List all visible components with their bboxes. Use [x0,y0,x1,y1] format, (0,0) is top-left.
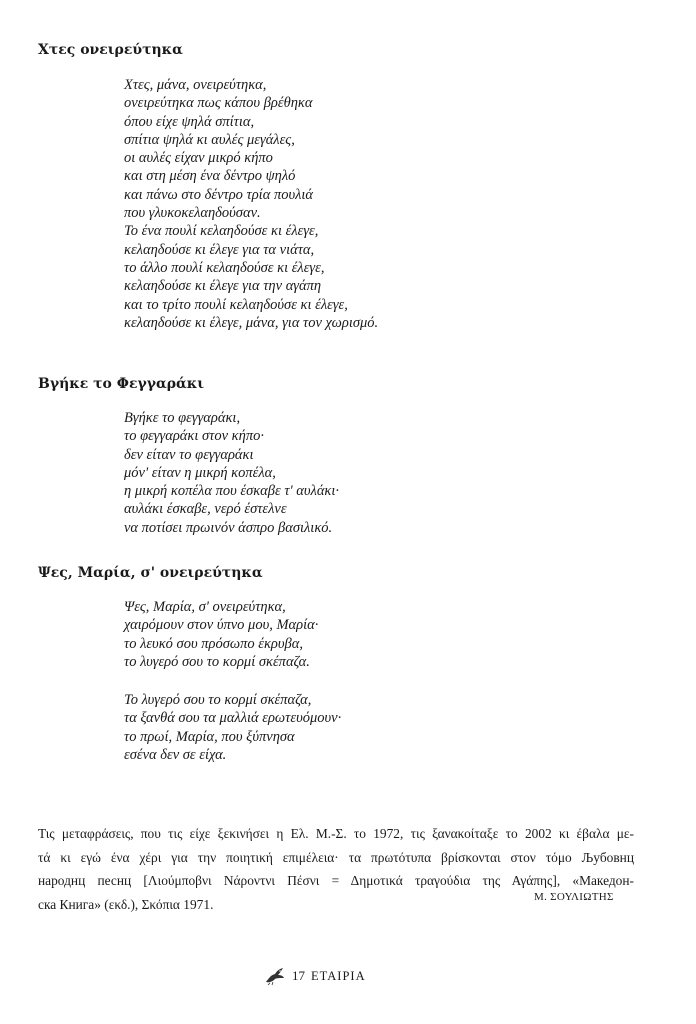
verse-line: Το λυγερό σου το κορμί σκέπαζα, [124,692,312,708]
verse-line: και στη μέση ένα δέντρο ψηλό [124,168,296,185]
poem-3-stanza-1 [124,598,318,671]
page-number: 17 [292,968,305,983]
poem-1-verse [124,76,378,332]
verse-line: ονειρεύτηκα πως κάπου βρέθηκα [124,95,313,112]
verse-line: η μικρή κοπέλα που έσκαβε τ' αυλάκι· [124,483,340,500]
verse-line: Χτες, μάνα, ονειρεύτηκα, [124,77,267,93]
verse-line: κελαηδούσε κι έλεγε, μάνα, για τον χωρισμό. [124,314,379,331]
poem-3-stanza-2 [124,691,341,764]
verse-line: δεν είταν το φεγγαράκι [124,446,254,463]
verse-line: το άλλο πουλί κελαηδούσε κι έλεγε, [124,259,325,276]
page-footer [264,966,366,986]
magazine-name: ΕΤΑΙΡΙΑ [311,968,366,983]
verse-line: το λυγερό σου το κορμί σκέπαζα. [124,653,310,670]
verse-line: κελαηδούσε κι έλεγε για τα νιάτα, [124,241,315,258]
verse-line: το φεγγαράκι στον κήπο· [124,428,264,445]
verse-line: και το τρίτο πουλί κελαηδούσε κι έλεγε, [124,296,348,313]
verse-line: αυλάκι έσκαβε, νερό έστελνε [124,501,287,518]
verse-line: το λευκό σου πρόσωπο έκρυβα, [124,635,303,652]
verse-line: τα ξανθά σου τα μαλλιά ερωτευόμουν· [124,710,342,727]
verse-line: μόν' είταν η μικρή κοπέλα, [124,464,276,481]
verse-line: όπου είχε ψηλά σπίτια, [124,113,255,130]
poem-2-title: Βγήκε το Φεγγαράκι [38,376,205,392]
verse-line: σπίτια ψηλά κι αυλές μεγάλες, [124,131,295,148]
verse-line: Βγήκε το φεγγαράκι, [124,410,241,426]
verse-line: το πρωί, Μαρία, που ξύπνησα [124,728,295,745]
verse-line: που γλυκοκελαηδούσαν. [124,205,261,222]
poem-3-title: Ψες, Μαρία, σ' ονειρεύτηκα [38,565,263,581]
signature: Μ. ΣΟΥΛΙΩΤΗΣ [534,891,614,903]
note-line: Τις μεταφράσεις, που τις είχε ξεκινήσει η Ελ. Μ.-Σ. το 1972, τις ξανακοίταξε το 2002 κι έβαλα με- [38,826,634,841]
verse-line: οι αυλές είχαν μικρό κήπο [124,150,273,167]
verse-line: εσένα δεν σε είχα. [124,746,227,763]
bird-emblem-icon [264,966,286,986]
note-line: народнц песнц [Λιούμποβνι Νάροντνι Πέσνι = Δημοτικά τραγούδια της Αγάπης], «Македон- [38,873,634,888]
poem-2-verse [124,409,339,537]
verse-line: χαιρόμουν στον ύπνο μου, Μαρία· [124,617,319,634]
note-line: ска Книга» (εκδ.), Σκόπια 1971. [38,896,214,912]
verse-line: κελαηδούσε κι έλεγε για την αγάπη [124,278,322,295]
verse-line: και πάνω στο δέντρο τρία πουλιά [124,186,314,203]
note-line: τά κι εγώ ένα χέρι για την ποιητική επιμέλεια· τα πρωτότυπα βρίσκονται στον τόμο Љубовнц [38,849,634,865]
verse-line: Ψες, Μαρία, σ' ονειρεύτηκα, [124,599,286,615]
poem-1-title: Χτες ονειρεύτηκα [38,42,183,58]
verse-line: να ποτίσει πρωινόν άσπρο βασιλικό. [124,519,333,536]
verse-line: Το ένα πουλί κελαηδούσε κι έλεγε, [124,223,319,240]
